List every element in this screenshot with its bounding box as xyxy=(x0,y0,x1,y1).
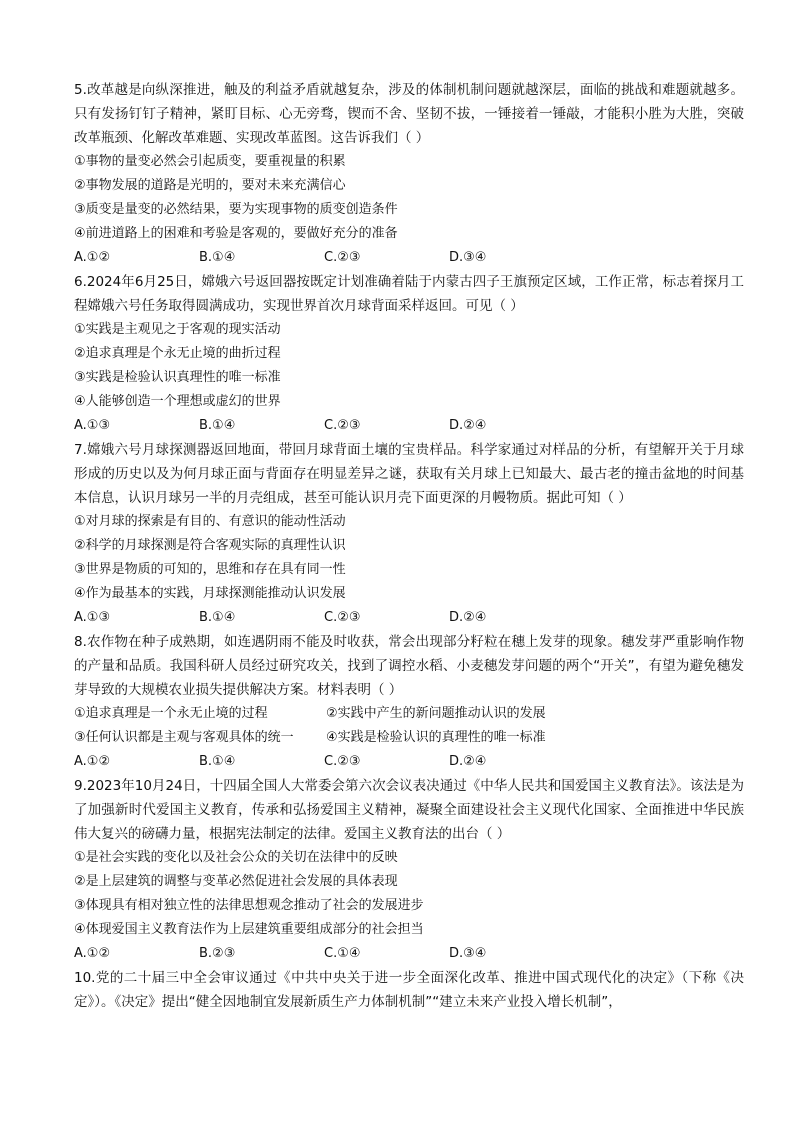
answer-choices xyxy=(74,606,744,630)
answer-choices xyxy=(74,942,744,966)
question-stem: 7.嫦娥六号月球探测器返回地面，带回月球背面土壤的宝贵样品。科学家通过对样品的分析，有望解开关于月球形成的历史以及为何月球正面与背面存在明显差异之谜，获取有关月球上已知最大、最古老的撞击盆地的时间基本信息，认识月球另一半的月壳组成，甚至可能认识月壳下面更深的月幔物质。据此可知（ ） xyxy=(74,442,744,506)
choice-b: B.①④ xyxy=(199,754,236,769)
choice-d: D.③④ xyxy=(449,946,487,961)
choice-c: C.②③ xyxy=(324,610,361,625)
option-statement: ④实践是检验认识的真理性的唯一标准 xyxy=(326,730,546,745)
option-row xyxy=(74,702,744,726)
option-statement: ④体现爱国主义教育法作为上层建筑重要组成部分的社会担当 xyxy=(74,922,424,937)
choice-c: C.②③ xyxy=(324,754,361,769)
option-statement: ②事物发展的道路是光明的，要对未来充满信心 xyxy=(74,178,346,193)
answer-choices xyxy=(74,414,744,438)
choice-d: D.③④ xyxy=(449,250,487,265)
choice-b: B.②③ xyxy=(199,946,236,961)
choice-c: C.②③ xyxy=(324,418,361,433)
question-5 xyxy=(74,78,744,270)
question-stem: 8.农作物在种子成熟期，如连遇阴雨不能及时收获，常会出现部分籽粒在穗上发芽的现象。穗发芽严重影响作物的产量和品质。我国科研人员经过研究攻关，找到了调控水稻、小麦穗发芽问题的两个“开关”，有望为避免穗发芽导致的大规模农业损失提供解决方案。材料表明（ ） xyxy=(74,634,744,698)
option-statement: ③质变是量变的必然结果，要为实现事物的质变创造条件 xyxy=(74,202,398,217)
choice-a: A.①② xyxy=(74,250,111,265)
question-9 xyxy=(74,774,744,966)
choice-b: B.①④ xyxy=(199,418,236,433)
option-statement: ④前进道路上的困难和考验是客观的，要做好充分的准备 xyxy=(74,226,398,241)
option-statement: ④作为最基本的实践，月球探测能推动认识发展 xyxy=(74,586,346,601)
option-statement: ③任何认识都是主观与客观具体的统一 xyxy=(74,730,294,745)
choice-c: C.①④ xyxy=(324,946,361,961)
choice-a: A.①③ xyxy=(74,610,111,625)
option-statement: ②是上层建筑的调整与变革必然促进社会发展的具体表现 xyxy=(74,874,398,889)
choice-a: A.①② xyxy=(74,754,111,769)
answer-choices xyxy=(74,246,744,270)
question-stem: 9.2023年10月24日，十四届全国人大常委会第六次会议表决通过《中华人民共和国爱国主义教育法》。该法是为了加强新时代爱国主义教育，传承和弘扬爱国主义精神，凝聚全面建设社会主义现代化国家、全面推进中华民族伟大复兴的磅礴力量，根据宪法制定的法律。爱国主义教育法的出台（ ） xyxy=(74,778,744,842)
option-statement: ①对月球的探索是有目的、有意识的能动性活动 xyxy=(74,514,346,529)
option-row xyxy=(74,726,744,750)
question-stem: 6.2024年6月25日，嫦娥六号返回器按既定计划准确着陆于内蒙古四子王旗预定区域，工作正常，标志着探月工程嫦娥六号任务取得圆满成功，实现世界首次月球背面采样返回。可见（ ） xyxy=(74,274,744,314)
option-statement: ②实践中产生的新问题推动认识的发展 xyxy=(326,706,546,721)
question-10 xyxy=(74,966,744,1014)
option-statement: ①事物的量变必然会引起质变，要重视量的积累 xyxy=(74,154,346,169)
option-statement: ③实践是检验认识真理性的唯一标准 xyxy=(74,370,281,385)
option-statement: ①追求真理是一个永无止境的过程 xyxy=(74,706,268,721)
option-statement: ③世界是物质的可知的，思维和存在具有同一性 xyxy=(74,562,346,577)
choice-a: A.①② xyxy=(74,946,111,961)
option-statement: ②科学的月球探测是符合客观实际的真理性认识 xyxy=(74,538,346,553)
choice-c: C.②③ xyxy=(324,250,361,265)
question-stem: 5.改革越是向纵深推进，触及的利益矛盾就越复杂，涉及的体制机制问题就越深层，面临的挑战和难题就越多。只有发扬钉钉子精神，紧盯目标、心无旁骛，锲而不舍、坚韧不拔，一锤接着一锤敲，才能积小胜为大胜，突破改革瓶颈、化解改革难题、实现改革蓝图。这告诉我们（ ） xyxy=(74,82,744,146)
option-statement: ②追求真理是个永无止境的曲折过程 xyxy=(74,346,281,361)
option-statement: ③体现具有相对独立性的法律思想观念推动了社会的发展进步 xyxy=(74,898,424,913)
answer-choices xyxy=(74,750,744,774)
question-7 xyxy=(74,438,744,630)
choice-d: D.②④ xyxy=(449,610,487,625)
choice-d: D.②④ xyxy=(449,754,487,769)
option-statement: ①实践是主观见之于客观的现实活动 xyxy=(74,322,281,337)
question-6 xyxy=(74,270,744,438)
choice-d: D.②④ xyxy=(449,418,487,433)
question-8 xyxy=(74,630,744,774)
choice-b: B.①④ xyxy=(199,610,236,625)
question-stem: 10.党的二十届三中全会审议通过《中共中央关于进一步全面深化改革、推进中国式现代化的决定》（下称《决定》）。《决定》提出“健全因地制宜发展新质生产力体制机制”“建立未来产业投入增长机制”， xyxy=(74,970,744,1010)
option-statement: ①是社会实践的变化以及社会公众的关切在法律中的反映 xyxy=(74,850,398,865)
exam-page xyxy=(74,78,744,1014)
choice-a: A.①③ xyxy=(74,418,111,433)
choice-b: B.①④ xyxy=(199,250,236,265)
option-statement: ④人能够创造一个理想或虚幻的世界 xyxy=(74,394,281,409)
